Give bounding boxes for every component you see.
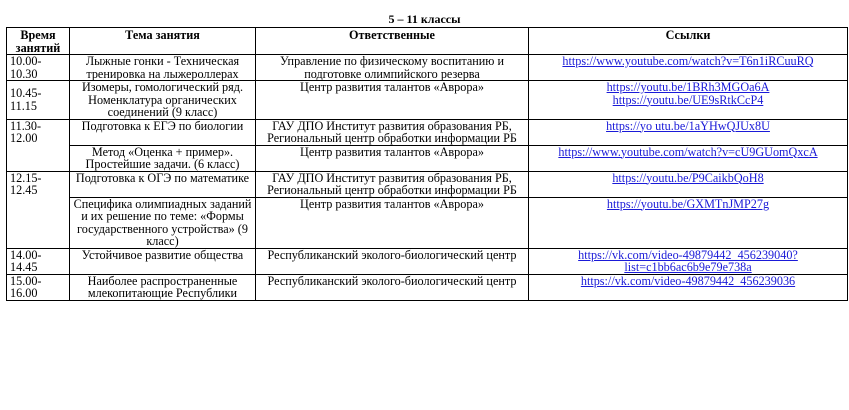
responsible-cell: Центр развития талантов «Аврора» bbox=[256, 81, 529, 120]
video-link[interactable]: https://www.youtube.com/watch?v=cU9GUomQxcA bbox=[558, 144, 818, 159]
links-cell bbox=[529, 81, 848, 120]
video-link[interactable]: https://yo utu.be/1aYHwQJUx8U bbox=[606, 118, 770, 133]
responsible-cell: Республиканский эколого-биологический центр bbox=[256, 274, 529, 300]
responsible-cell: Управление по физическому воспитанию и подготовке олимпийского резерва bbox=[256, 55, 529, 81]
table-row bbox=[7, 274, 848, 300]
responsible-cell: Центр развития талантов «Аврора» bbox=[256, 145, 529, 171]
table-row bbox=[7, 171, 848, 197]
table-row bbox=[7, 197, 848, 248]
table-row bbox=[7, 248, 848, 274]
topic-cell: Подготовка к ЕГЭ по биологии bbox=[70, 119, 256, 145]
topic-cell: Лыжные гонки - Техническая тренировка на лыжероллерах bbox=[70, 55, 256, 81]
video-link[interactable]: https://www.youtube.com/watch?v=T6n1iRCuuRQ bbox=[562, 54, 814, 68]
time-cell: 15.00-16.00 bbox=[7, 274, 70, 300]
links-cell bbox=[529, 197, 848, 248]
video-link[interactable]: https://youtu.be/UE9sRtkCcP4 bbox=[612, 92, 764, 107]
time-cell: 14.00-14.45 bbox=[7, 248, 70, 274]
video-link[interactable]: https://vk.com/video-49879442_456239036 bbox=[580, 273, 796, 288]
table-row bbox=[7, 55, 848, 81]
table-row bbox=[7, 145, 848, 171]
links-cell bbox=[529, 171, 848, 197]
links-cell bbox=[529, 145, 848, 171]
responsible-cell: ГАУ ДПО Институт развития образования РБ, Региональный центр обработки информации РБ bbox=[256, 171, 529, 197]
links-cell bbox=[529, 55, 848, 81]
header-responsible: Ответственные bbox=[256, 28, 529, 55]
links-cell bbox=[529, 248, 848, 274]
header-row bbox=[7, 28, 848, 55]
video-link[interactable]: https://youtu.be/P9CaikbQoH8 bbox=[612, 170, 764, 185]
time-cell: 10.45-11.15 bbox=[7, 81, 70, 120]
responsible-cell: Республиканский эколого-биологический центр bbox=[256, 248, 529, 274]
topic-cell: Изомеры, гомологический ряд. Номенклатура органических соединений (9 класс) bbox=[70, 81, 256, 120]
responsible-cell: Центр развития талантов «Аврора» bbox=[256, 197, 529, 248]
responsible-cell: ГАУ ДПО Институт развития образования РБ, Региональный центр обработки информации РБ bbox=[256, 119, 529, 145]
topic-cell: Подготовка к ОГЭ по математике bbox=[70, 171, 256, 197]
links-cell bbox=[529, 274, 848, 300]
video-link[interactable]: https://youtu.be/GXMTnJMP27g bbox=[606, 196, 770, 211]
topic-cell: Наиболее распространенные млекопитающие Республики bbox=[70, 274, 256, 300]
table-row bbox=[7, 119, 848, 145]
header-time: Время занятий bbox=[7, 28, 70, 55]
topic-cell: Устойчивое развитие общества bbox=[70, 248, 256, 274]
header-links: Ссылки bbox=[529, 28, 848, 55]
time-cell: 10.00-10.30 bbox=[7, 55, 70, 81]
video-link[interactable]: https://youtu.be/1BRh3MGOa6A bbox=[606, 80, 770, 94]
schedule-table bbox=[6, 27, 848, 301]
time-cell: 12.15-12.45 bbox=[7, 171, 70, 248]
time-cell: 11.30-12.00 bbox=[7, 119, 70, 171]
table-row bbox=[7, 81, 848, 120]
page-title: 5 – 11 классы bbox=[388, 12, 461, 26]
video-link[interactable]: https://vk.com/video-49879442_456239040?list=c1bb6ac6b9e79e738a bbox=[578, 247, 798, 274]
links-cell bbox=[529, 119, 848, 145]
header-topic: Тема занятия bbox=[70, 28, 256, 55]
topic-cell: Специфика олимпиадных заданий и их решение по теме: «Формы государственного устройства» (9 класс) bbox=[70, 197, 256, 248]
topic-cell: Метод «Оценка + пример». Простейшие задачи. (6 класс) bbox=[70, 145, 256, 171]
